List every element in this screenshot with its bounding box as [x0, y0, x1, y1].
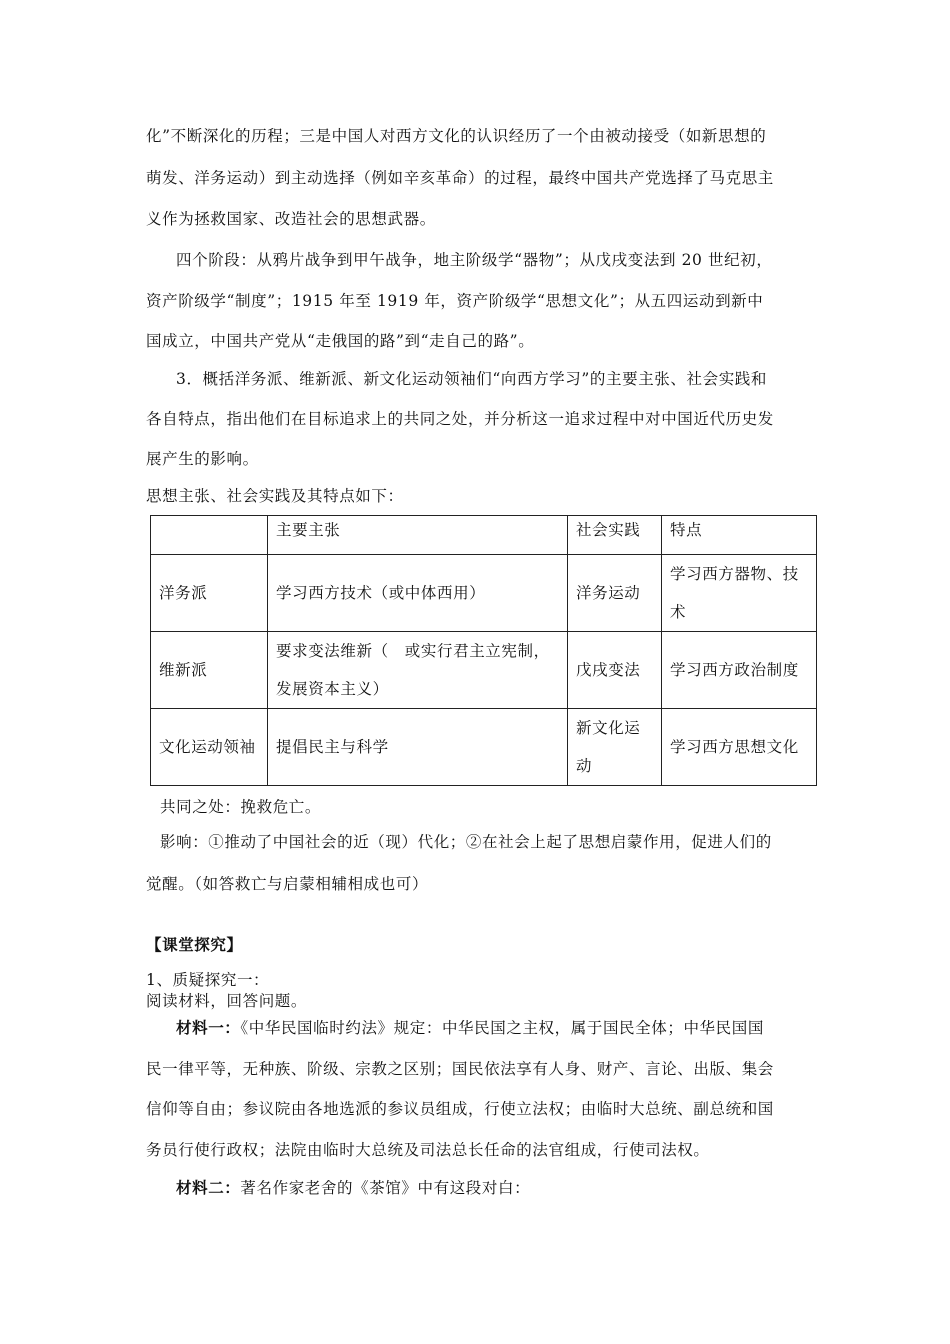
material-1-text: 《中华民国临时约法》规定：中华民国之主权，属于国民全体；中华民国国 [240, 1019, 764, 1037]
table-cell: 维新派 [151, 632, 268, 709]
inquiry-instruction: 阅读材料，回答问题。 [146, 992, 308, 1010]
table-cell: 洋务派 [151, 555, 268, 632]
table-cell: 学习西方思想文化 [662, 709, 817, 786]
comparison-table [150, 515, 817, 786]
table-cell: 要求变法维新（ 或实行君主立宪制，发展资本主义） [268, 632, 568, 709]
table-cell: 新文化运动 [568, 709, 662, 786]
table-header-cell: 社会实践 [568, 516, 662, 555]
table-cell: 学习西方器物、技术 [662, 555, 817, 632]
table-cell: 洋务运动 [568, 555, 662, 632]
paragraph-line: 国成立，中国共产党从“走俄国的路”到“走自己的路”。 [146, 332, 535, 350]
table-cell: 文化运动领袖 [151, 709, 268, 786]
paragraph-line: 义作为拯救国家、改造社会的思想武器。 [146, 210, 436, 228]
question-line: 3．概括洋务派、维新派、新文化运动领袖们“向西方学习”的主要主张、社会实践和 [176, 370, 768, 388]
table-row [151, 555, 817, 632]
paragraph-line: 四个阶段：从鸦片战争到甲午战争，地主阶级学“器物”；从戊戌变法到 20 世纪初， [176, 251, 773, 269]
material-2-line [176, 1178, 846, 1198]
table-intro: 思想主张、社会实践及其特点如下： [146, 487, 404, 505]
table-row [151, 632, 817, 709]
table-cell: 戊戌变法 [568, 632, 662, 709]
material-2-label: 材料二： [176, 1178, 241, 1197]
material-1-line: 务员行使行政权；法院由临时大总统及司法总长任命的法官组成，行使司法权。 [146, 1141, 710, 1159]
table-cell: 提倡民主与科学 [268, 709, 568, 786]
section-title: 【课堂探究】 [146, 935, 243, 954]
influence-line: 觉醒。（如答救亡与启蒙相辅相成也可） [146, 875, 429, 893]
material-1-line: 民一律平等，无种族、阶级、宗教之区别；国民依法享有人身、财产、言论、出版、集会 [146, 1060, 774, 1078]
paragraph-line: 资产阶级学“制度”；1915 年至 1919 年，资产阶级学“思想文化”；从五四运动到新中 [146, 292, 764, 310]
table-header-cell: 特点 [662, 516, 817, 555]
table-header-cell: 主要主张 [268, 516, 568, 555]
table-header-row [151, 516, 817, 555]
table-header-cell [151, 516, 268, 555]
inquiry-title: 1、质疑探究一： [146, 971, 270, 989]
table-cell: 学习西方技术（或中体西用） [268, 555, 568, 632]
material-1-line: 信仰等自由；参议院由各地选派的参议员组成，行使立法权；由临时大总统、副总统和国 [146, 1100, 774, 1118]
material-1-line [176, 1018, 846, 1038]
paragraph-line: 萌发、洋务运动）到主动选择（例如辛亥革命）的过程，最终中国共产党选择了马克思主 [146, 169, 774, 187]
influence-line: 影响：①推动了中国社会的近（现）代化；②在社会上起了思想启蒙作用，促进人们的 [160, 833, 772, 851]
table-cell: 学习西方政治制度 [662, 632, 817, 709]
common-point: 共同之处：挽救危亡。 [160, 798, 322, 816]
question-line: 展产生的影响。 [146, 450, 259, 468]
table-row [151, 709, 817, 786]
question-line: 各自特点，指出他们在目标追求上的共同之处，并分析这一追求过程中对中国近代历史发 [146, 410, 774, 428]
material-2-text: 著名作家老舍的《茶馆》中有这段对白： [240, 1179, 531, 1197]
paragraph-line: 化”不断深化的历程；三是中国人对西方文化的认识经历了一个由被动接受（如新思想的 [146, 127, 767, 145]
material-1-label: 材料一： [176, 1018, 241, 1037]
